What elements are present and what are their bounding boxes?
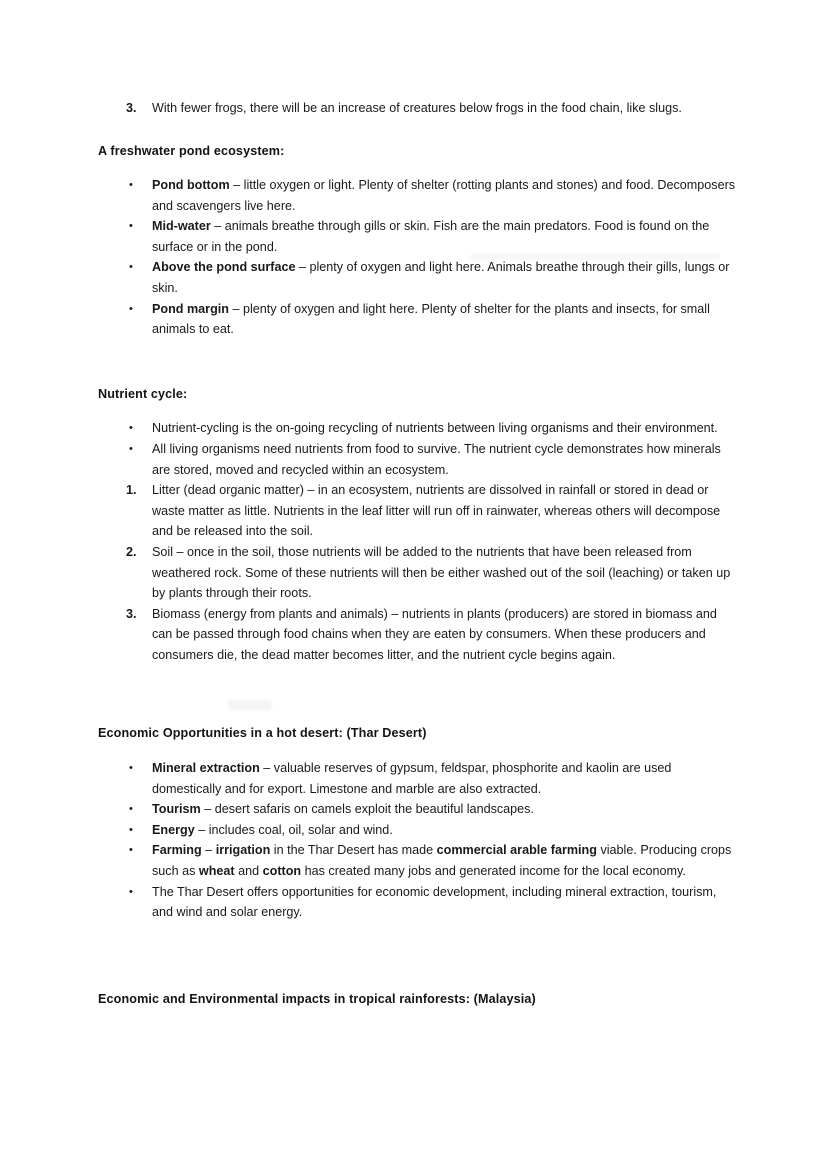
list-item-term: Mid-water [152, 219, 211, 234]
list-marker: 3. [126, 606, 137, 621]
bullet-icon: • [129, 844, 133, 857]
list-item [98, 257, 736, 298]
farming-text-1: – [201, 843, 216, 858]
frogs-list [98, 98, 736, 119]
bullet-icon: • [129, 442, 133, 455]
list-item-text: – animals breathe through gills or skin. Fish are the main predators. Food is found on the surface or in the pond. [152, 219, 710, 254]
pond-ecosystem-heading: A freshwater pond ecosystem: [98, 143, 285, 158]
nutrient-cycle-bullet-list [98, 418, 736, 480]
rainforest-impacts-heading: Economic and Environmental impacts in tropical rainforests: (Malaysia) [98, 991, 536, 1006]
bullet-icon: • [129, 220, 133, 233]
list-item-text: – desert safaris on camels exploit the beautiful landscapes. [200, 802, 534, 817]
list-item [98, 882, 736, 923]
list-item-text: – plenty of oxygen and light here. Animals breathe through their gills, lungs or skin. [152, 260, 730, 296]
list-item [98, 820, 736, 841]
farming-text-5: has created many jobs and generated income for the local economy. [301, 863, 686, 878]
bullet-icon: • [129, 761, 133, 774]
document-content [98, 98, 736, 1009]
bullet-icon: • [129, 823, 133, 836]
bullet-icon: • [129, 422, 133, 435]
list-item-text: With fewer frogs, there will be an increase of creatures below frogs in the food chain, like slugs. [152, 101, 682, 115]
farming-term: Farming [152, 843, 202, 858]
list-item-farming [98, 840, 736, 881]
list-item-text: – includes coal, oil, solar and wind. [194, 822, 393, 837]
desert-opportunities-list [98, 758, 736, 923]
list-item-text: The Thar Desert offers opportunities for economic development, including mineral extraction, tourism, and wind and solar energy. [152, 884, 717, 920]
list-item [98, 175, 736, 216]
nutrient-cycle-numbered-list [98, 480, 736, 665]
list-item-term: Pond margin [152, 301, 229, 316]
list-item-text: Soil – once in the soil, those nutrients will be added to the nutrients that have been released from weathered rock. Some of these nutrients will then be either washed out of the soil (leaching) or taken up by plants through their roots. [152, 544, 731, 601]
list-item-term: Pond bottom [152, 178, 230, 193]
list-item [98, 799, 736, 820]
list-item-text: – plenty of oxygen and light here. Plenty of shelter for the plants and insects, for small animals to eat. [152, 301, 710, 337]
list-item [98, 299, 736, 340]
list-item [98, 542, 736, 604]
bullet-icon: • [129, 261, 133, 274]
list-item-text: Nutrient-cycling is the on-going recycling of nutrients between living organisms and their environment. [152, 421, 718, 436]
list-item-term: Mineral extraction [152, 760, 260, 775]
pond-ecosystem-list [98, 175, 736, 340]
bullet-icon: • [129, 803, 133, 816]
farming-term-irrigation: irrigation [215, 843, 271, 858]
list-item-text: – little oxygen or light. Plenty of shelter (rotting plants and stones) and food. Decomposers and scavengers live here. [152, 178, 736, 213]
list-item [98, 480, 736, 542]
desert-opportunities-heading: Economic Opportunities in a hot desert: (Thar Desert) [98, 726, 427, 741]
list-item-text: – valuable reserves of gypsum, feldspar, phosphorite and kaolin are used domestically and for export. Limestone and marble are also extracted. [152, 760, 672, 796]
list-item-term: Above the pond surface [152, 260, 296, 275]
farming-text-3: viable. Producing crops such as [152, 843, 732, 878]
bullet-icon: • [129, 885, 133, 898]
list-item-text: Litter (dead organic matter) – in an ecosystem, nutrients are dissolved in rainfall or stored in dead or waste matter as little. Nutrients in the leaf litter will run off in rainwater, whereas others will decompose and be released into the soil. [152, 483, 721, 539]
list-item-text: All living organisms need nutrients from food to survive. The nutrient cycle demonstrates how minerals are stored, moved and recycled within an ecosystem. [152, 441, 721, 477]
farming-term-cotton: cotton [262, 863, 302, 878]
list-marker: 3. [126, 101, 137, 115]
list-marker: 2. [126, 544, 137, 559]
list-item [98, 98, 736, 119]
nutrient-cycle-heading: Nutrient cycle: [98, 386, 188, 401]
list-item [98, 758, 736, 799]
list-item-term: Energy [152, 822, 195, 837]
bullet-icon: • [129, 179, 133, 192]
list-item [98, 216, 736, 257]
list-item-term: Tourism [152, 802, 201, 817]
list-item [98, 418, 736, 439]
list-item-text: Biomass (energy from plants and animals) – nutrients in plants (producers) are stored in biomass and can be passed through food chains when they are eaten by consumers. When these producers and consumers die, the dead matter becomes litter, and the nutrient cycle begins again. [152, 606, 717, 662]
farming-term-wheat: wheat [198, 863, 235, 878]
farming-text-4: and [234, 863, 263, 878]
bullet-icon: • [129, 302, 133, 315]
farming-term-arable: commercial arable farming [436, 843, 597, 858]
list-item [98, 439, 736, 480]
farming-text-2: in the Thar Desert has made [270, 843, 437, 858]
list-item [98, 604, 736, 666]
list-marker: 1. [126, 483, 137, 498]
